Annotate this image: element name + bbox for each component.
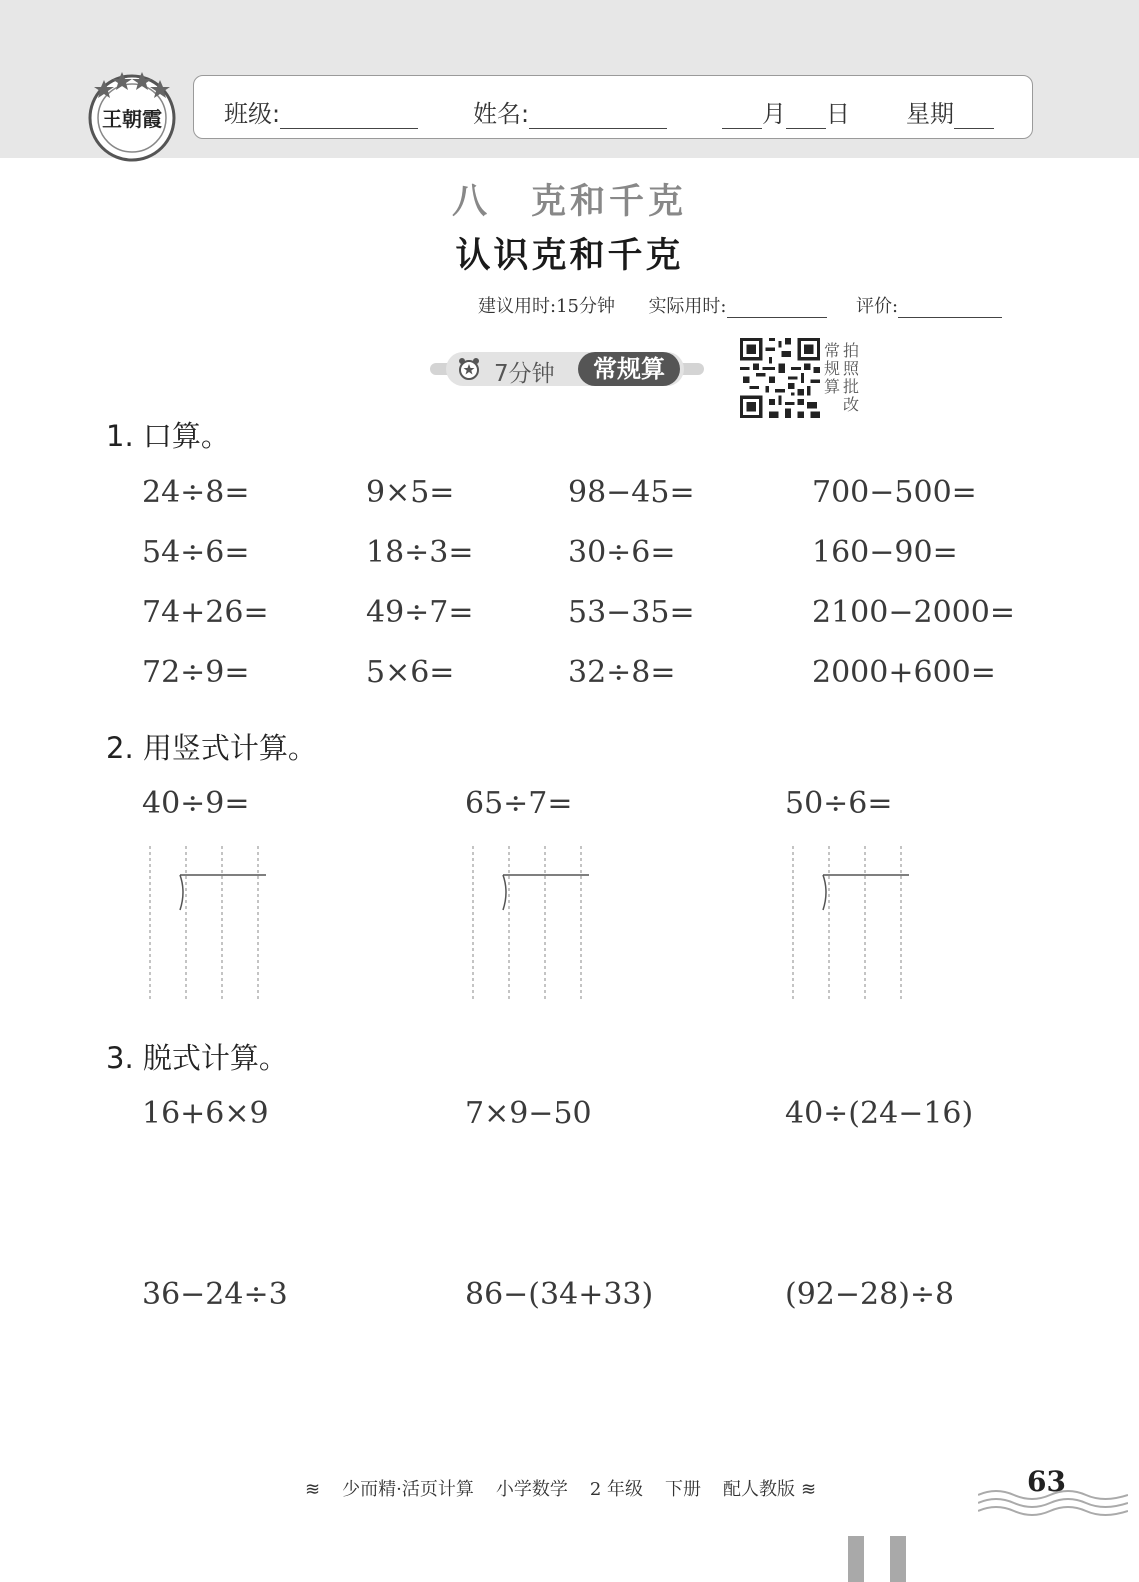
footer-series: 少而精·活页计算 xyxy=(342,1479,474,1500)
oral-item: 9×5= xyxy=(366,475,455,510)
long-division-grid[interactable] xyxy=(142,842,272,1002)
section-1-title: 1. 口算。 xyxy=(106,419,230,453)
stepwise-calc-item: 36−24÷3 xyxy=(142,1277,288,1312)
badge-time: 7分钟 xyxy=(494,361,555,387)
oral-item: 74+26= xyxy=(142,595,269,630)
footer-grade: 2 年级 xyxy=(589,1479,644,1500)
footer-subject: 小学数学 xyxy=(495,1479,568,1500)
footer-volume: 下册 xyxy=(665,1479,702,1500)
qr-label-routine: 常规算 xyxy=(824,341,841,396)
page-tab-mark xyxy=(848,1536,864,1582)
lesson-title: 认识克和千克 xyxy=(455,236,684,276)
page-tab-mark xyxy=(890,1536,906,1582)
vertical-calc-item: 65÷7= xyxy=(465,786,573,821)
long-division-grid[interactable] xyxy=(785,842,915,1002)
page-wave-decoration xyxy=(978,1485,1128,1519)
footer-edition: 配人教版 xyxy=(723,1479,796,1500)
actual-time-label: 实际用时: xyxy=(648,296,727,317)
stepwise-calc-item: 7×9−50 xyxy=(465,1096,592,1131)
oral-item: 30÷6= xyxy=(568,535,676,570)
oral-item: 2100−2000= xyxy=(812,595,1015,630)
oral-item: 54÷6= xyxy=(142,535,250,570)
qr-code[interactable] xyxy=(740,338,820,418)
qr-label-photo-grading: 拍照批改 xyxy=(843,341,860,414)
class-field xyxy=(224,94,418,129)
page-number: 63 xyxy=(1027,1465,1066,1498)
student-info-box xyxy=(193,75,1033,139)
wave-icon: ≋ xyxy=(305,1479,321,1500)
oral-item: 98−45= xyxy=(568,475,695,510)
oral-item: 72÷9= xyxy=(142,655,250,690)
vertical-calc-item: 40÷9= xyxy=(142,786,250,821)
rating-input[interactable] xyxy=(898,297,1002,318)
time-info xyxy=(478,292,1002,318)
oral-item: 53−35= xyxy=(568,595,695,630)
oral-item: 18÷3= xyxy=(366,535,474,570)
stepwise-calc-item: 16+6×9 xyxy=(142,1096,269,1131)
oral-item: 32÷8= xyxy=(568,655,676,690)
book-footer xyxy=(305,1475,838,1501)
oral-item: 24÷8= xyxy=(142,475,250,510)
name-label: 姓名: xyxy=(473,100,530,128)
oral-item: 700−500= xyxy=(812,475,977,510)
name-input-line[interactable] xyxy=(529,106,667,129)
chapter-number: 八 xyxy=(451,182,491,222)
stepwise-calc-item: (92−28)÷8 xyxy=(785,1277,955,1312)
day-input-line[interactable] xyxy=(786,106,826,129)
oral-item: 2000+600= xyxy=(812,655,996,690)
svg-text:王朝霞: 王朝霞 xyxy=(102,107,162,131)
long-division-grid[interactable] xyxy=(465,842,595,1002)
badge-tag: 常规算 xyxy=(578,352,680,386)
section-2-title: 2. 用竖式计算。 xyxy=(106,731,317,765)
day-label: 日 xyxy=(826,100,850,128)
wave-icon: ≋ xyxy=(801,1479,817,1500)
class-input-line[interactable] xyxy=(280,106,418,129)
chapter-heading xyxy=(0,174,1139,224)
month-input-line[interactable] xyxy=(722,106,762,129)
oral-item: 49÷7= xyxy=(366,595,474,630)
vertical-calc-item: 50÷6= xyxy=(785,786,893,821)
rating-label: 评价: xyxy=(855,296,899,317)
chapter-name: 克和千克 xyxy=(531,182,688,222)
weekday-field xyxy=(906,94,994,129)
date-field xyxy=(722,94,850,129)
stepwise-calc-item: 86−(34+33) xyxy=(465,1277,654,1312)
name-field xyxy=(473,94,667,129)
weekday-input-line[interactable] xyxy=(954,106,994,129)
actual-time-input[interactable] xyxy=(727,297,827,318)
oral-item: 5×6= xyxy=(366,655,455,690)
section-3-title: 3. 脱式计算。 xyxy=(106,1041,288,1075)
suggested-time: 建议用时:15分钟 xyxy=(478,296,615,317)
alarm-clock-icon xyxy=(456,356,482,382)
class-label: 班级: xyxy=(224,100,281,128)
oral-item: 160−90= xyxy=(812,535,958,570)
brand-logo xyxy=(84,66,180,162)
stepwise-calc-item: 40÷(24−16) xyxy=(785,1096,974,1131)
weekday-label: 星期 xyxy=(906,100,954,128)
month-label: 月 xyxy=(762,100,786,128)
